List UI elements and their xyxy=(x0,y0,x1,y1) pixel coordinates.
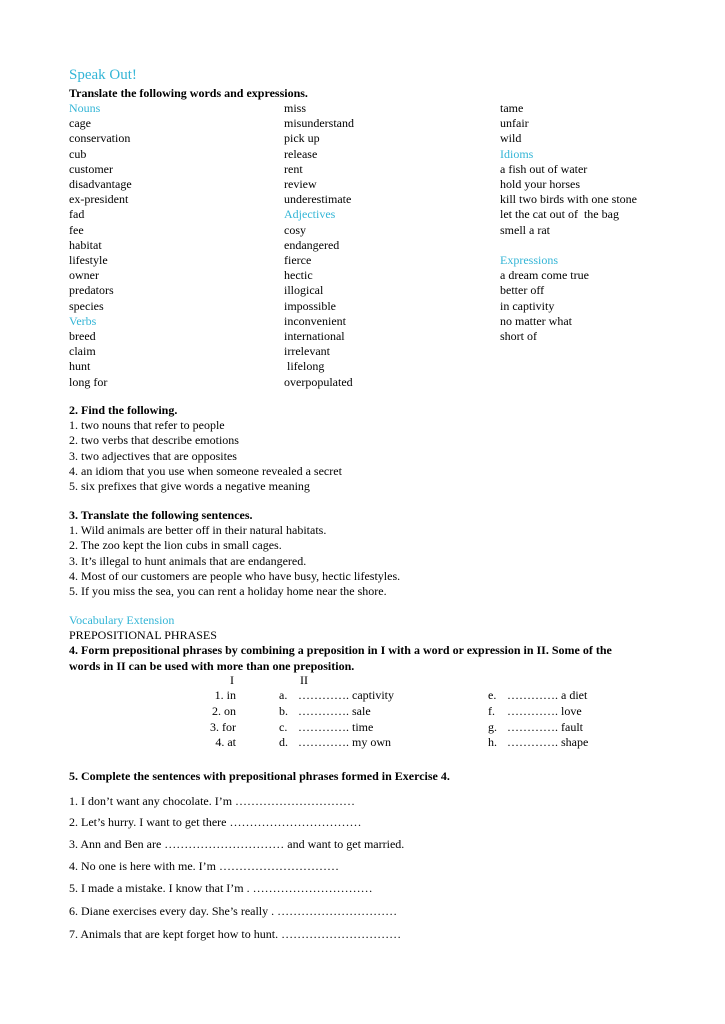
phrase-item: …………. shape xyxy=(507,735,589,750)
page-title: Speak Out! xyxy=(69,67,137,83)
word-item: irrelevant xyxy=(284,344,330,359)
word-item: better off xyxy=(500,283,545,298)
word-item: long for xyxy=(69,374,108,389)
sentence-item: 1. I don’t want any chocolate. I’m ………………………… xyxy=(69,794,356,808)
option-letter: d. xyxy=(279,735,288,750)
word-item: disadvantage xyxy=(69,177,132,192)
ex4-letters-a xyxy=(279,688,288,751)
word-item: no matter what xyxy=(500,313,572,328)
ex2-heading: 2. Find the following. xyxy=(69,403,178,417)
ex3-section xyxy=(69,508,400,599)
vocab-subheading: PREPOSITIONAL PHRASES xyxy=(69,628,217,643)
option-letter: e. xyxy=(488,688,497,702)
word-item: pick up xyxy=(284,131,320,146)
word-item: impossible xyxy=(284,298,337,313)
ex4-phrases-b xyxy=(507,688,588,751)
phrase-item: …………. a diet xyxy=(507,688,588,702)
word-item: international xyxy=(284,329,345,344)
ex4-phrases-a xyxy=(298,688,394,751)
preposition-item: 1. in xyxy=(214,688,236,702)
category-adjectives: Adjectives xyxy=(284,207,336,222)
preposition-item: 4. at xyxy=(215,735,236,750)
list-item: 1. two nouns that refer to people xyxy=(69,418,225,433)
ex4-letters-b xyxy=(488,688,497,751)
ex5-heading: 5. Complete the sentences with prepositional phrases formed in Exercise 4. xyxy=(69,769,450,783)
category-nouns: Nouns xyxy=(69,101,101,115)
sentence-item: 7. Animals that are kept forget how to hunt. ………………………… xyxy=(69,927,402,941)
word-item: conservation xyxy=(69,131,131,146)
word-item: breed xyxy=(69,329,96,344)
word-item: miss xyxy=(284,101,307,115)
word-item: short of xyxy=(500,329,537,344)
word-item: species xyxy=(69,298,104,313)
word-item: lifestyle xyxy=(69,253,108,268)
list-item: 3. two adjectives that are opposites xyxy=(69,448,237,463)
word-item: fee xyxy=(69,222,84,237)
word-item: inconvenient xyxy=(284,313,346,328)
word-item: rent xyxy=(284,161,303,176)
vocab-section xyxy=(69,613,612,674)
word-item: endangered xyxy=(284,237,340,252)
phrase-item: …………. time xyxy=(298,719,374,734)
ex2-section xyxy=(69,403,342,494)
list-item: 2. The zoo kept the lion cubs in small cages. xyxy=(69,538,282,553)
word-item: hold your horses xyxy=(500,177,580,192)
sentence-item: 4. No one is here with me. I’m ………………………… xyxy=(69,859,339,873)
option-letter: g. xyxy=(488,719,497,734)
word-item: customer xyxy=(69,161,113,176)
sentence-item: 2. Let’s hurry. I want to get there …………………………… xyxy=(69,815,362,829)
word-item: habitat xyxy=(69,237,102,252)
word-item: predators xyxy=(69,283,114,298)
sentence-item: 5. I made a mistake. I know that I’m . ………………………… xyxy=(69,881,373,895)
word-item: claim xyxy=(69,344,96,359)
word-item: hunt xyxy=(69,359,91,374)
word-item: cub xyxy=(69,146,87,161)
list-item: 4. Most of our customers are people who have busy, hectic lifestyles. xyxy=(69,568,401,583)
phrase-item: …………. fault xyxy=(507,719,583,734)
sentence-item: 3. Ann and Ben are ………………………… and want to get married. xyxy=(69,837,405,851)
ex1-column-1 xyxy=(69,101,132,390)
word-item: fierce xyxy=(284,253,312,268)
word-item: cosy xyxy=(284,222,306,237)
ex4-heading-line1: 4. Form prepositional phrases by combining a preposition in I with a word or expression in II. Some of the xyxy=(69,643,612,658)
word-item: misunderstand xyxy=(284,116,354,131)
category-expressions: Expressions xyxy=(500,253,558,268)
option-letter: h. xyxy=(488,735,497,750)
list-item: 5. If you miss the sea, you can rent a holiday home near the shore. xyxy=(69,584,387,599)
option-letter: b. xyxy=(279,703,288,718)
preposition-item: 2. on xyxy=(212,703,236,718)
list-item: 1. Wild animals are better off in their natural habitats. xyxy=(69,523,327,538)
ex4-heading-line2: words in II can be used with more than one preposition. xyxy=(69,658,355,673)
word-item: smell a rat xyxy=(500,222,550,237)
list-item: 3. It’s illegal to hunt animals that are endangered. xyxy=(69,553,307,568)
word-item: review xyxy=(284,177,317,192)
word-item: cage xyxy=(69,116,91,131)
word-item: lifelong xyxy=(284,359,325,374)
word-item: kill two birds with one stone xyxy=(500,192,637,207)
ex1-heading: Translate the following words and expressions. xyxy=(69,86,308,100)
word-item: underestimate xyxy=(284,192,352,207)
list-item: 2. two verbs that describe emotions xyxy=(69,433,239,448)
phrase-item: …………. sale xyxy=(298,703,371,718)
phrase-item: …………. love xyxy=(507,703,582,718)
preposition-item: 3. for xyxy=(210,719,236,734)
word-item: overpopulated xyxy=(284,374,353,389)
ex4-column-I-header: I xyxy=(230,673,234,687)
phrase-item: …………. captivity xyxy=(298,688,394,702)
word-item: hectic xyxy=(284,268,313,283)
ex1-column-3 xyxy=(500,101,637,344)
word-item: illogical xyxy=(284,283,324,298)
word-item: ex-president xyxy=(69,192,129,207)
ex1-column-2 xyxy=(284,101,354,390)
ex4-prepositions xyxy=(190,688,236,751)
word-item: let the cat out of the bag xyxy=(500,207,619,222)
phrase-item: …………. my own xyxy=(298,735,391,750)
option-letter: c. xyxy=(279,719,288,734)
word-item: tame xyxy=(500,101,524,115)
word-item: release xyxy=(284,146,318,161)
word-item: unfair xyxy=(500,116,529,131)
word-item: fad xyxy=(69,207,85,222)
ex3-heading: 3. Translate the following sentences. xyxy=(69,508,253,522)
word-item: a dream come true xyxy=(500,268,589,283)
word-item: in captivity xyxy=(500,298,555,313)
category-verbs: Verbs xyxy=(69,313,97,328)
word-item: owner xyxy=(69,268,99,283)
list-item: 4. an idiom that you use when someone revealed a secret xyxy=(69,463,342,478)
option-letter: a. xyxy=(279,688,288,702)
sentence-item: 6. Diane exercises every day. She’s really . ………………………… xyxy=(69,904,398,918)
category-idioms: Idioms xyxy=(500,146,534,161)
option-letter: f. xyxy=(488,703,495,718)
vocab-heading: Vocabulary Extension xyxy=(69,613,175,627)
ex4-column-II-header: II xyxy=(300,673,308,687)
list-item: 5. six prefixes that give words a negative meaning xyxy=(69,479,310,494)
word-item: wild xyxy=(500,131,522,146)
word-item: a fish out of water xyxy=(500,161,588,176)
